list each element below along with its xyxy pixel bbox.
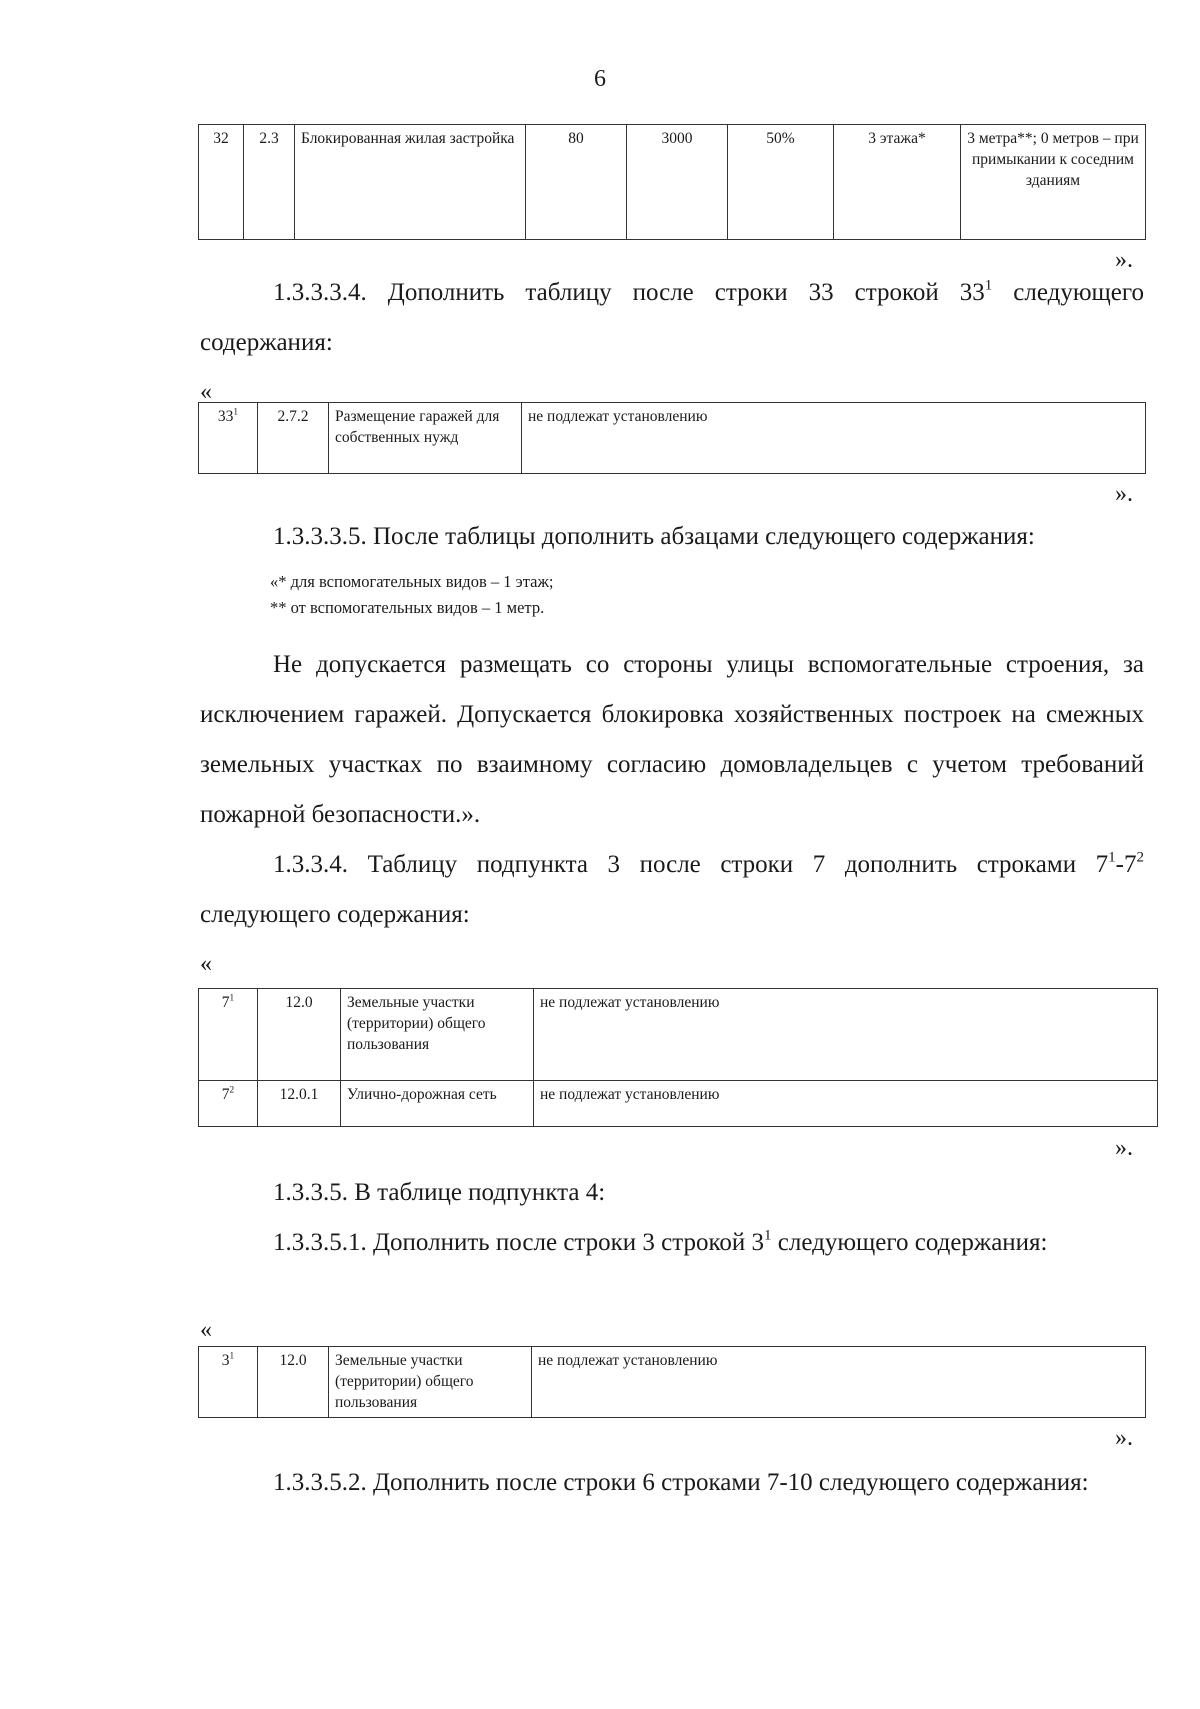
paragraph-text: 1.3.3.5.1. Дополнить после строки 3 строкой 3 — [273, 1229, 765, 1256]
paragraph-1-3-3-3-5 — [200, 512, 1144, 562]
row-name: Размещение гаражей для собственных нужд — [329, 403, 522, 474]
page-number: 6 — [594, 66, 606, 92]
row-name: Земельные участки (территории) общего пользования — [329, 1347, 532, 1418]
table-zone-12-0-sub4 — [198, 1346, 1146, 1418]
table-row — [199, 1081, 1158, 1127]
table-row — [199, 403, 1146, 474]
row-value: не подлежат установлению — [522, 403, 1146, 474]
row-code: 2.7.2 — [258, 403, 329, 474]
paragraph-text-tail: следующего содержания: — [200, 901, 470, 928]
row-code: 12.0.1 — [258, 1081, 341, 1127]
superscript: 1 — [764, 1227, 772, 1244]
close-quote: ». — [1115, 1135, 1133, 1161]
cell-value-3: 50% — [728, 125, 834, 240]
cell-value-4: 3 этажа* — [834, 125, 961, 240]
cell-value-1: 80 — [526, 125, 627, 240]
row-code: 12.0 — [258, 1347, 329, 1418]
row-value: не подлежат установлению — [532, 1347, 1146, 1418]
open-quote: « — [200, 1317, 212, 1343]
footnote-line-1: «* для вспомогательных видов – 1 этаж; — [270, 572, 554, 591]
paragraph-text-tail: следующего содержания: — [200, 279, 1144, 356]
table-row — [199, 989, 1158, 1081]
paragraph-text-tail: следующего содержания: — [771, 1229, 1048, 1256]
superscript: 1 — [984, 277, 993, 294]
paragraph-text: 1.3.3.4. Таблицу подпункта 3 после строки 7 дополнить строками 7 — [273, 851, 1109, 878]
superscript: 2 — [1136, 849, 1144, 866]
close-quote: ». — [1115, 1425, 1133, 1451]
paragraph-restrictions — [200, 640, 1144, 840]
paragraph-text: 1.3.3.3.4. Дополнить таблицу после строки 33 строкой 33 — [273, 279, 985, 306]
paragraph-text: 1.3.3.5.2. Дополнить после строки 6 строками 7-10 следующего содержания: — [273, 1469, 1089, 1496]
close-quote: ». — [1115, 481, 1133, 507]
paragraph-text-mid: -7 — [1115, 851, 1137, 878]
paragraph-1-3-3-3-4 — [200, 268, 1144, 368]
paragraph-1-3-3-5 — [200, 1168, 1144, 1218]
paragraph-text: 1.3.3.3.5. После таблицы дополнить абзацами следующего содержания: — [273, 523, 1035, 550]
table-row — [199, 125, 1146, 240]
row-code: 12.0 — [258, 989, 341, 1081]
cell-value-5: 3 метра**; 0 метров – при примыкании к соседним зданиям — [961, 125, 1146, 240]
table-zone-12-0 — [198, 988, 1158, 1127]
paragraph-1-3-3-5-2 — [200, 1458, 1144, 1508]
row-name: Блокированная жилая застройка — [295, 125, 526, 240]
footnote-line-2: ** от вспомогательных видов – 1 метр. — [270, 598, 545, 617]
table-row — [199, 1347, 1146, 1418]
row-number: $33^1$ — [199, 403, 258, 474]
row-number: $3^1$ — [199, 1347, 258, 1418]
row-value: не подлежат установлению — [534, 1081, 1158, 1127]
row-code: 2.3 — [244, 125, 295, 240]
cell-value-2: 3000 — [627, 125, 728, 240]
paragraph-text: 1.3.3.5. В таблице подпункта 4: — [273, 1179, 606, 1206]
row-number: $7^2$ — [199, 1081, 258, 1127]
row-name: Земельные участки (территории) общего пользования — [341, 989, 534, 1081]
row-name: Улично-дорожная сеть — [341, 1081, 534, 1127]
row-value: не подлежат установлению — [534, 989, 1158, 1081]
row-number: $7^1$ — [199, 989, 258, 1081]
superscript: 1 — [1108, 849, 1116, 866]
paragraph-1-3-3-4 — [200, 840, 1144, 940]
close-quote: ». — [1115, 247, 1133, 273]
paragraph-text: Не допускается размещать со стороны улицы вспомогательные строения, за исключением гаражей. Допускается блокировка хозяйственных построек на смежных земельных участках по взаимному согласию домовладельцев с учетом требований пожарной безопасности.». — [200, 651, 1144, 828]
open-quote: « — [200, 379, 212, 405]
paragraph-1-3-3-5-1 — [200, 1218, 1144, 1268]
table-zone-2-3 — [198, 124, 1146, 240]
table-zone-2-7-2 — [198, 402, 1146, 474]
row-number: 32 — [199, 125, 244, 240]
open-quote: « — [200, 951, 212, 977]
